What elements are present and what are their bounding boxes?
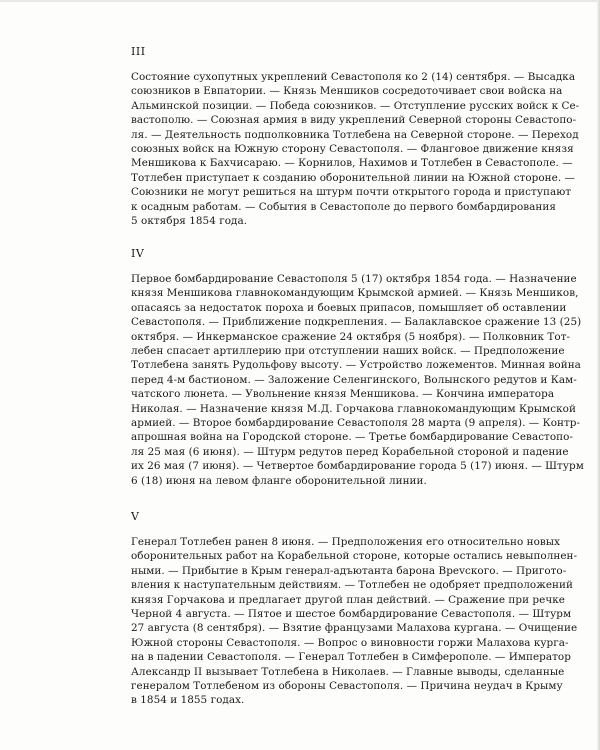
page-top-edge bbox=[0, 0, 600, 2]
chapter-iii bbox=[131, 45, 599, 228]
chapter-summary: Первое бомбардирование Севастополя 5 (17) октября 1854 года. — Назначение князя Меншикова главнокомандующим Крымской армией. — Князь Меншиков, опасаясь за недостаток пороха и боевых припасов, помышляет об оставлении Севастополя. — Приближение подкрепления. — Балаклавское сражение 13 (25) октября. — Инкерманское сражение 24 октября (5 ноября). — Полковник Тот- лебен спасает артиллерию при отступлении наших войск. — Предположение Тотлебена занять Рудольфову высоту. — Устройство ложементов. Минная война перед 4-м бастионом. — Заложение Селенгинского, Волынского редутов и Кам- чатского люнета. — Увольнение князя Меншикова. — Кончина императора Николая. — Назначение князя М.Д. Горчакова главнокомандующим Крымской армией. — Второе бомбардирование Севастополя 28 марта (9 апреля). — Контр- апрошная война на Городской стороне. — Третье бомбардирование Севастопо- ля 25 мая (6 июня). — Штурм редутов перед Корабельной стороной и падение их 26 мая (7 июня). — Четвертое бомбардирование города 5 (17) июня. — Штурм 6 (18) июня на левом фланге оборонительной линии. bbox=[131, 273, 584, 487]
chapter-number: IV bbox=[131, 247, 145, 260]
chapter-summary: Состояние сухопутных укреплений Севастополя ко 2 (14) сентября. — Высадка союзников в Евпатории. — Князь Меншиков сосредоточивает свои войска на Альминской позиции. — Победа союзников. — Отступление русских войск к Се- вастополю. — Союзная армия в виду укреплений Северной стороны Севастопо- ля. — Деятельность подполковника Тотлебена на Северной стороне. — Переход союзных войск на Южную сторону Севастополя. — Фланговое движение князя Меншикова к Бахчисараю. — Корнилов, Нахимов и Тотлебен в Севастополе. — Тотлебен приступает к созданию оборонительной линии на Южной стороне. — Союзники не могут решиться на штурм почти открытого города и приступают к осадным работам. — События в Севастополе до первого бомбардирования 5 октября 1854 года. bbox=[131, 71, 580, 228]
chapter-iv bbox=[131, 247, 599, 488]
chapter-v bbox=[131, 510, 599, 708]
chapter-number: V bbox=[131, 510, 140, 523]
chapter-number: III bbox=[131, 45, 146, 58]
chapter-summary: Генерал Тотлебен ранен 8 июня. — Предположения его относительно новых оборонительных работ на Корабельной стороне, которые остались невыполнен- ными. — Прибытие в Крым генерал-адъютанта барона Врevского. — Пригото- вления к наступательным действиям. — Тотлебен не одобряет предположений князя Горчакова и предлагает другой план действий. — Сражение при речке Черной 4 августа. — Пятое и шестое бомбардирование Севастополя. — Штурм 27 августа (8 сентября). — Взятие французами Малахова кургана. — Очищение Южной стороны Севастополя. — Вопрос о виновности горжи Малахова курга- на в падении Севастополя. — Генерал Тотлебен в Симферополе. — Император Александр II вызывает Тотлебена в Николаев. — Главные выводы, сделанные генералом Тотлебеном из обороны Севастополя. — Причина неудач в Крыму в 1854 и 1855 годах. bbox=[131, 536, 578, 707]
